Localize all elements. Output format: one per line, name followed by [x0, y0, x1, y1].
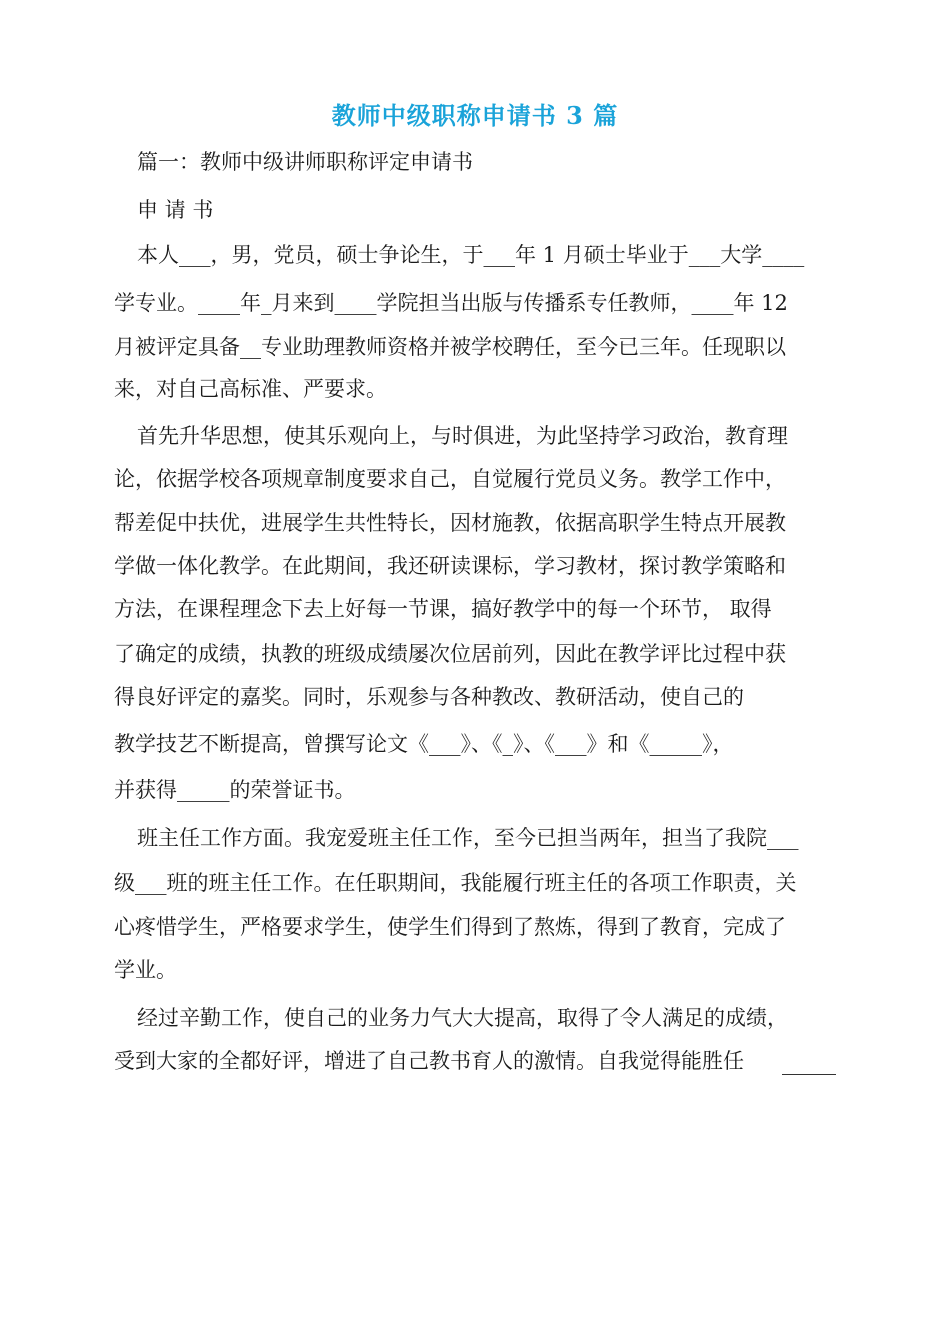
text-line: 帮差促中扶优，进展学生共性特长，因材施教，依据高职学生特点开展教 [114, 511, 786, 535]
subheading: 申 请 书 [137, 198, 214, 222]
text-line: 本人___，男，党员，硕士争论生，于___年 1 月硕士毕业于___大学____ [137, 243, 805, 267]
blank-underline [782, 1074, 836, 1075]
text-line: 方法，在课程理念下去上好每一节课，搞好教学中的每一个环节， 取得 [114, 597, 772, 621]
text-line: 论，依据学校各项规章制度要求自己，自觉履行党员义务。教学工作中， [114, 467, 786, 491]
text-line: 并获得_____的荣誉证书。 [114, 778, 356, 802]
text-line: 心疼惜学生，严格要求学生，使学生们得到了熬炼，得到了教育，完成了 [114, 915, 786, 939]
text-line: 班主任工作方面。我宠爱班主任工作，至今已担当两年，担当了我院___ [137, 826, 799, 850]
text-line: 学做一体化教学。在此期间，我还研读课标，学习教材，探讨教学策略和 [114, 554, 786, 578]
section-heading: 篇一：教师中级讲师职称评定申请书 [137, 150, 473, 174]
text-line: 教学技艺不断提高，曾撰写论文《___》、《_》、《___》和《_____》， [114, 732, 734, 756]
text-line: 受到大家的全都好评，增进了自己教书育人的激情。自我觉得能胜任 [114, 1049, 744, 1073]
text-line: 得良好评定的嘉奖。同时，乐观参与各种教改、教研活动，使自己的 [114, 685, 744, 709]
document-title: 教师中级职称申请书 3 篇 [331, 101, 619, 130]
text-line: 了确定的成绩，执教的班级成绩屡次位居前列，因此在教学评比过程中获 [114, 642, 786, 666]
text-line: 首先升华思想，使其乐观向上，与时俱进，为此坚持学习政治，教育理 [137, 424, 788, 448]
text-line: 级___班的班主任工作。在任职期间，我能履行班主任的各项工作职责，关 [114, 871, 797, 895]
text-line: 学业。 [114, 958, 177, 982]
text-line: 学专业。____年_月来到____学院担当出版与传播系专任教师，____年 12 [114, 291, 788, 315]
text-line: 月被评定具备__专业助理教师资格并被学校聘任，至今已三年。任现职以 [114, 335, 786, 359]
text-line: 经过辛勤工作，使自己的业务力气大大提高，取得了令人满足的成绩， [137, 1006, 788, 1030]
text-line: 来，对自己高标准、严要求。 [114, 377, 387, 401]
